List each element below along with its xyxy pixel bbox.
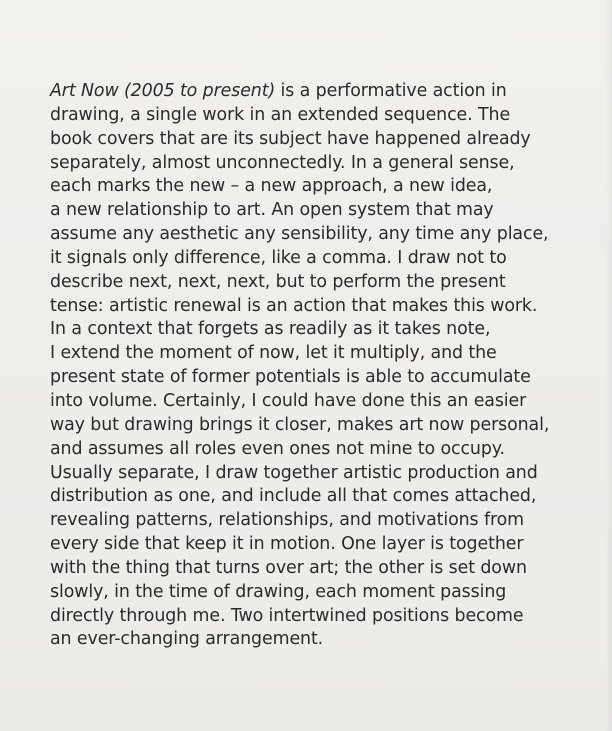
page-edge-shadow <box>606 0 612 731</box>
text-line-14: into volume. Certainly, I could have done this an easier <box>50 390 527 411</box>
text-line-10: tense: artistic renewal is an action that makes this work. <box>50 295 538 316</box>
text-line-9: describe next, next, next, but to perform the present <box>50 271 506 292</box>
text-line-18: distribution as one, and include all that comes attached, <box>50 486 537 507</box>
text-line-2: drawing, a single work in an extended sequence. The <box>50 104 511 125</box>
text-line-24: an ever-changing arrangement. <box>50 629 324 650</box>
text-line-8: it signals only difference, like a comma. I draw not to <box>50 247 507 268</box>
text-line-22: slowly, in the time of drawing, each moment passing <box>50 581 507 602</box>
text-line-20: every side that keep it in motion. One layer is together <box>50 534 524 555</box>
text-line-19: revealing patterns, relationships, and motivations from <box>50 510 525 531</box>
work-title: Art Now (2005 to present) <box>50 81 276 101</box>
text-line-16: and assumes all roles even ones not mine to occupy. <box>50 438 505 459</box>
text-line-6: a new relationship to art. An open system that may <box>50 200 494 221</box>
text-line-17: Usually separate, I draw together artistic production and <box>50 462 538 483</box>
text-line-23: directly through me. Two intertwined positions become <box>50 605 524 626</box>
text-line-1 <box>50 80 602 104</box>
text-line-4: separately, almost unconnectedly. In a general sense, <box>50 152 515 173</box>
text-line-5: each marks the new – a new approach, a new idea, <box>50 176 493 197</box>
text-line-12: I extend the moment of now, let it multiply, and the <box>50 343 497 364</box>
text-line-1-rest: is a performative action in <box>275 81 507 101</box>
text-line-15: way but drawing brings it closer, makes art now personal, <box>50 414 550 435</box>
text-line-7: assume any aesthetic any sensibility, any time any place, <box>50 224 549 245</box>
text-line-21: with the thing that turns over art; the other is set down <box>50 557 527 578</box>
text-line-3: book covers that are its subject have happened already <box>50 128 531 149</box>
text-line-13: present state of former potentials is able to accumulate <box>50 367 531 388</box>
text-line-11: In a context that forgets as readily as it takes note, <box>50 319 491 340</box>
body-paragraph <box>50 80 602 652</box>
